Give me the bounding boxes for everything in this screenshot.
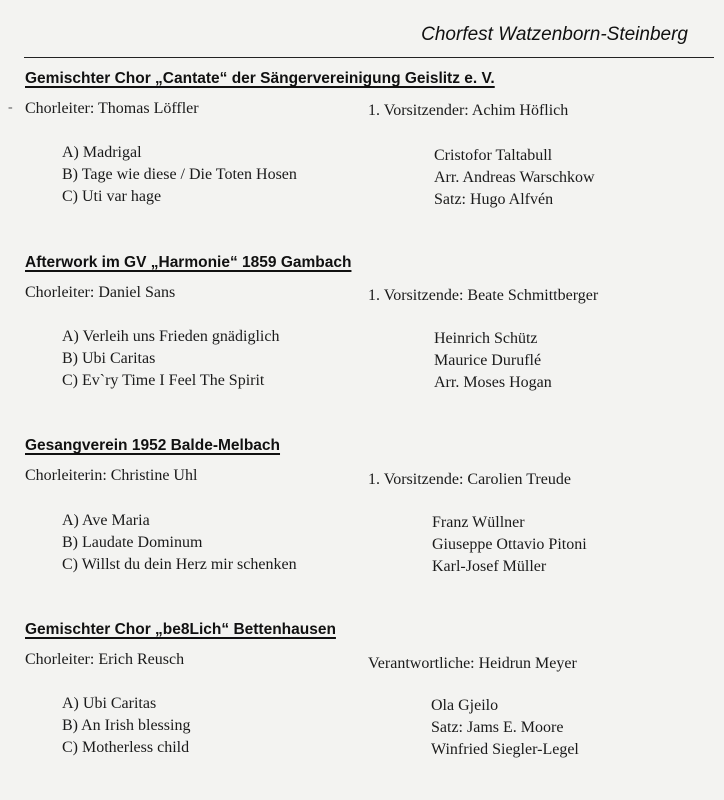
composer-list [434,328,552,394]
choir-section [25,254,704,404]
composer-list [434,145,595,211]
composer-list [432,512,587,578]
choir-title: Gemischter Chor „be8Lich“ Bettenhausen [25,621,336,638]
song-list [62,142,297,208]
composer-item: Ola Gjeilo [431,697,499,714]
song-item: A) Madrigal [62,144,142,161]
song-item: C) Willst du dein Herz mir schenken [62,556,297,573]
song-item: A) Ubi Caritas [62,695,157,712]
composer-item: Heinrich Schütz [434,330,538,347]
choir-section [25,437,704,587]
song-item: A) Ave Maria [62,512,150,529]
composer-item: Winfried Siegler-Legel [431,741,579,758]
choir-leader: Chorleiter: Daniel Sans [25,284,176,301]
composer-item: Karl-Josef Müller [432,558,547,575]
composer-item: Satz: Hugo Alfvén [434,191,554,208]
song-list [62,326,279,392]
choir-section [25,621,704,771]
margin-mark: - [8,100,13,115]
choir-chair: 1. Vorsitzende: Carolien Treude [368,471,571,488]
composer-item: Arr. Moses Hogan [434,374,552,391]
composer-item: Arr. Andreas Warschkow [434,169,595,186]
choir-chair: Verantwortliche: Heidrun Meyer [368,655,577,672]
choir-leader: Chorleiterin: Christine Uhl [25,467,198,484]
choir-leader: Chorleiter: Thomas Löffler [25,100,199,117]
choir-title: Gemischter Chor „Cantate“ der Sängervereinigung Geislitz e. V. [25,70,495,87]
choir-chair: 1. Vorsitzende: Beate Schmittberger [368,287,599,304]
composer-item: Cristofor Taltabull [434,147,553,164]
choir-leader: Chorleiter: Erich Reusch [25,651,185,668]
choir-section [25,70,704,220]
song-item: C) Motherless child [62,739,190,756]
song-list [62,510,297,576]
song-item: C) Ev`ry Time I Feel The Spirit [62,372,265,389]
composer-item: Satz: Jams E. Moore [431,719,564,736]
song-item: B) Ubi Caritas [62,350,156,367]
composer-item: Franz Wüllner [432,514,525,531]
composer-item: Giuseppe Ottavio Pitoni [432,536,587,553]
song-list [62,693,190,759]
choir-chair: 1. Vorsitzender: Achim Höflich [368,102,569,119]
header-rule [24,57,714,58]
song-item: B) An Irish blessing [62,717,191,734]
song-item: B) Laudate Dominum [62,534,203,551]
page-header-title: Chorfest Watzenborn-Steinberg [421,24,688,45]
composer-list [431,695,579,761]
song-item: C) Uti var hage [62,188,162,205]
composer-item: Maurice Duruflé [434,352,542,369]
song-item: B) Tage wie diese / Die Toten Hosen [62,166,297,183]
choir-title: Gesangverein 1952 Balde-Melbach [25,437,281,454]
choir-title: Afterwork im GV „Harmonie“ 1859 Gambach [25,254,352,271]
song-item: A) Verleih uns Frieden gnädiglich [62,328,280,345]
